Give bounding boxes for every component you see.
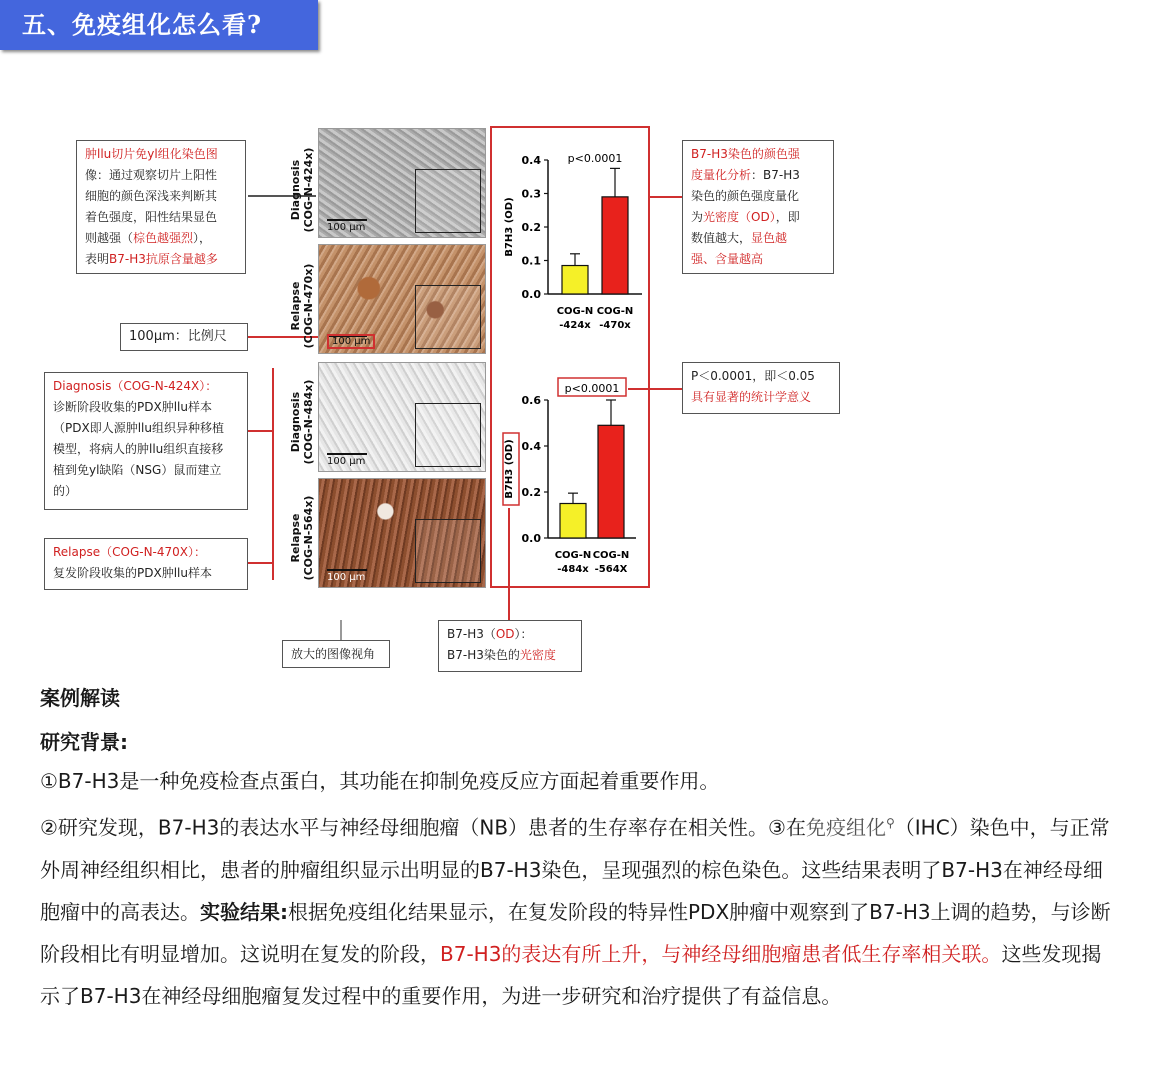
zoom-inset [415, 285, 481, 349]
callout-line: B7-H3染色的颜色强 [691, 147, 800, 161]
scale-label: 100 μm [327, 572, 366, 583]
panel-label: Diagnosis (COG-N-424x) [289, 147, 315, 233]
x-tick-label: COG-N [596, 306, 634, 317]
zoom-inset [415, 169, 481, 233]
relapse-callout [44, 538, 248, 590]
p-value-annotation: p<0.0001 [564, 382, 620, 395]
callout-line: B7-H3（OD）： [447, 627, 533, 641]
page-title: 五、免疫组化怎么看? [0, 0, 318, 50]
scale-label: 100 μm [327, 222, 366, 233]
bar-0 [560, 504, 586, 539]
scale-label: 100 μm [327, 456, 366, 467]
diagnosis-callout [44, 372, 248, 510]
ihc-panel-diagnosis-484x [318, 362, 486, 472]
panel-label: Relapse (COG-N-470x) [289, 263, 315, 349]
connector-line [248, 430, 272, 432]
callout-line: 具有显著的统计学意义 [691, 390, 812, 404]
zoom-inset [415, 519, 481, 583]
x-tick-label: COG-N [556, 306, 594, 317]
x-tick-label: COG-N [592, 550, 630, 561]
connector-line [248, 562, 272, 564]
callout-line: 数值越大，显色越 [691, 231, 788, 245]
callout-line: B7-H3染色的光密度 [447, 648, 556, 662]
callout-line: 表明B7-H3抗原含量越多 [85, 252, 218, 266]
scale-bar [327, 453, 367, 455]
callout-line: 植到免yl缺陷（NSG）鼠而建立 [53, 463, 222, 477]
x-tick-label: -470x [599, 320, 631, 331]
bar-0 [562, 266, 588, 294]
scale-bar [327, 569, 367, 571]
callout-line: Relapse（COG-N-470X）： [53, 545, 207, 559]
connector-line [508, 508, 510, 620]
y-tick-label: 0.0 [521, 532, 541, 545]
y-axis-label: B7H3 (OD) [504, 439, 515, 499]
connector-line [650, 196, 682, 198]
x-tick-label: -564X [594, 564, 628, 575]
connector-line [628, 388, 682, 390]
ihc-panel-relapse-470x [318, 244, 486, 354]
callout-line: 强、含量越高 [691, 252, 764, 266]
callout-line: 则越强（棕色越强烈）， [85, 231, 212, 245]
callout-line: 的） [53, 484, 78, 498]
callout-line: 肿llu切片免yl组化染色图 [85, 147, 218, 161]
callout-line: 细胞的颜色深浅来判断其 [85, 189, 218, 203]
scale-label: 100 μm [327, 334, 375, 349]
callout-line: 诊断阶段收集的PDX肿llu样本 [53, 400, 212, 414]
ihc-panel-relapse-564x [318, 478, 486, 588]
y-tick-label: 0.2 [521, 221, 541, 234]
y-tick-label: 0.3 [521, 187, 541, 201]
y-tick-label: 0.2 [521, 486, 541, 499]
callout-line: 复发阶段收集的PDX肿llu样本 [53, 566, 212, 580]
panel-label: Diagnosis (COG-N-484x) [289, 379, 315, 465]
y-tick-label: 0.4 [521, 440, 541, 453]
callout-line: 染色的颜色强度量化 [691, 189, 800, 203]
x-tick-label: -484x [557, 564, 589, 575]
callout-line: 模型，将病人的肿llu组织直接移 [53, 442, 224, 456]
callout-line: P＜0.0001，即＜0.05 [691, 369, 815, 383]
ihc-description-callout [76, 140, 246, 274]
od-analysis-callout [682, 140, 834, 274]
search-icon[interactable]: ⚲ [885, 816, 895, 830]
p-value-annotation: p<0.0001 [567, 152, 623, 165]
y-tick-label: 0.6 [521, 394, 541, 407]
callout-line: 为光密度（OD），即 [691, 210, 800, 224]
connector-line [272, 368, 274, 484]
callout-line: 着色强度，阳性结果显色 [85, 210, 218, 224]
scale-bar-callout: 100μm：比例尺 [120, 323, 248, 351]
x-tick-label: -424x [559, 320, 591, 331]
section-heading: 案例解读 [40, 686, 120, 710]
panel-label: Relapse (COG-N-564x) [289, 495, 315, 581]
result-label: 实验结果: [200, 899, 288, 924]
connector-line [340, 620, 342, 640]
pvalue-callout [682, 362, 840, 414]
connector-line [272, 484, 274, 580]
callout-line: （PDX即人源肿llu组织异种移植 [53, 421, 224, 435]
callout-line: 度量化分析：B7-H3 [691, 168, 800, 182]
scale-bar [327, 219, 367, 221]
callout-line: 像：通过观察切片上阳性 [85, 168, 218, 182]
ihc-panel-diagnosis-424x [318, 128, 486, 238]
y-axis-label: B7H3 (OD) [504, 197, 515, 257]
background-heading: 研究背景: [40, 730, 128, 754]
paragraph-2: ②研究发现，B7-H3的表达水平与神经母细胞瘤（NB）患者的生存率存在相关性。③在免疫组化⚲（IHC）染色中，与正常外周神经组织相比，患者的肿瘤组织显示出明显的B7-H3染色，呈现强烈的棕色染色。这些结果表明了B7-H3在神经母细胞瘤中的高表达。实验结果:根据免疫组化结果显示，在复发阶段的特异性PDX肿瘤中观察到了B7-H3上调的趋势，与诊断阶段相比有明显增加。这说明在复发的阶段，B7-H3的表达有所上升，与神经母细胞瘤患者低生存率相关联。这些发现揭示了B7-H3在神经母细胞瘤复发过程中的重要作用，为进一步研究和治疗提供了有益信息。 [40, 815, 1111, 1008]
x-tick-label: COG-N [554, 550, 592, 561]
callout-line: Diagnosis（COG-N-424X）： [53, 379, 218, 393]
bar-1 [598, 425, 624, 538]
zoom-inset [415, 403, 481, 467]
y-tick-label: 0.0 [521, 288, 541, 301]
y-tick-label: 0.1 [521, 254, 541, 268]
ihc-link[interactable]: 免疫组化 [805, 815, 886, 840]
bar-1 [602, 197, 628, 294]
y-tick-label: 0.4 [521, 154, 541, 167]
zoom-view-callout: 放大的图像视角 [282, 640, 390, 668]
od-definition-callout [438, 620, 582, 672]
paragraph-1: ①B7-H3是一种免疫检查点蛋白，其功能在抑制免疫反应方面起着重要作用。 [40, 769, 720, 793]
bar-charts [490, 126, 650, 588]
